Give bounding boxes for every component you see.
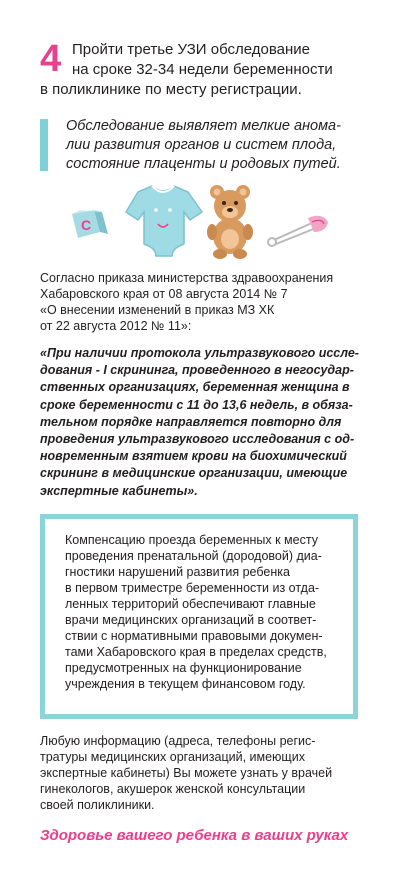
quote-line: лии развития органов и систем плода,	[66, 137, 337, 153]
order-quote-line: сроке беременности с 11 до 13,6 недель, в обяза-	[40, 397, 353, 412]
compensation-line: врачи медицинских организаций в соответ-	[65, 613, 317, 627]
order-quote-line: проведения ультразвукового исследования с од-	[40, 432, 355, 447]
compensation-line: Компенсацию проезда беременных к месту	[65, 533, 318, 547]
info-line: экспертные кабинеты) Вы можете узнать у врачей	[40, 766, 333, 780]
teddy-bear-icon	[207, 185, 253, 259]
compensation-line: в первом триместре беременности из отда-	[65, 581, 320, 595]
step-line: на сроке 32-34 недели беременности	[72, 61, 333, 78]
baby-items-svg	[60, 182, 340, 262]
quote-text	[66, 117, 380, 174]
ultrasound-note	[40, 117, 380, 173]
info-line: Любую информацию (адреса, телефоны регис-	[40, 734, 316, 748]
order-quote-line: экспертные кабинеты».	[40, 483, 198, 498]
quote-line: Обследование выявляет мелкие анома-	[66, 118, 341, 134]
compensation-line: предусмотренных на функционирование	[65, 661, 302, 675]
compensation-line: учреждения в текущем финансовом году.	[65, 677, 306, 691]
baby-illustration	[60, 182, 340, 262]
info-line: своей поликлиники.	[40, 798, 155, 812]
compensation-line: гностики нарушений развития ребенка	[65, 565, 290, 579]
order-line: Согласно приказа министерства здравоохранения	[40, 271, 334, 285]
onesie-icon	[126, 186, 202, 256]
step-line: в поликлинике по месту регистрации.	[40, 81, 302, 98]
order-line: «О внесении изменений в приказ МЗ ХК	[40, 303, 275, 317]
order-line: от 22 августа 2012 № 11»:	[40, 319, 192, 333]
info-line: тратуры медицинских организаций, имеющих	[40, 750, 305, 764]
step-text	[40, 40, 380, 100]
step-4	[40, 40, 380, 100]
order-quote-line: ственных организациях, беременная женщина в	[40, 380, 350, 395]
slogan: Здоровье вашего ребенка в ваших руках	[40, 827, 349, 844]
order-quote-line: дования - I скрининга, проведенного в негосудар-	[40, 363, 354, 378]
order-quote-line: новременным взятием крови на биохимический	[40, 449, 347, 464]
compensation-line: тами Хабаровского края в пределах средств,	[65, 645, 327, 659]
info-paragraph	[40, 733, 360, 813]
compensation-box	[40, 514, 358, 719]
order-quote-line: скрининг в медицинские организации, имеющие	[40, 466, 348, 481]
compensation-text	[65, 532, 335, 692]
step-number: 4	[40, 38, 62, 80]
order-quote-line: «При наличии протокола ультразвукового иссле-	[40, 346, 359, 360]
order-quote-line: тельном порядке направляется повторно для	[40, 414, 342, 429]
step-line: Пройти третье УЗИ обследование	[72, 41, 310, 58]
quote-accent-bar	[40, 119, 48, 171]
compensation-line: ленных территорий обеспечивают главные	[65, 597, 316, 611]
toy-cube-icon	[72, 210, 108, 238]
safety-pin-icon	[268, 216, 328, 246]
order-line: Хабаровского края от 08 августа 2014 № 7	[40, 287, 288, 301]
cube-letter: C	[80, 217, 92, 233]
info-line: гинекологов, акушерок женской консультации	[40, 782, 306, 796]
order-reference	[40, 270, 360, 334]
quote-line: состояние плаценты и родовых путей.	[66, 156, 341, 172]
compensation-line: проведения пренатальной (дородовой) диа-	[65, 549, 322, 563]
compensation-line: ствии с нормативными правовыми докумен-	[65, 629, 323, 643]
order-quote	[40, 345, 360, 500]
